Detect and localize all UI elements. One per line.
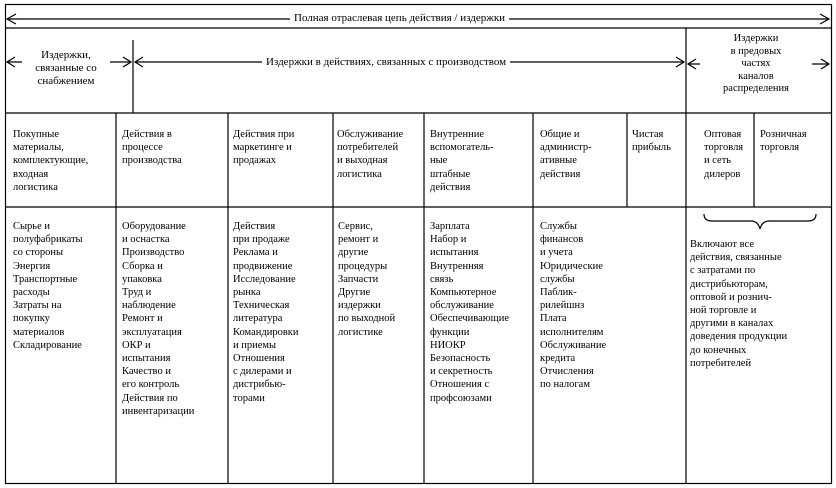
detail-line: по налогам	[540, 379, 590, 391]
detail-line: профсоюзами	[430, 392, 492, 404]
detail-line: Качество и	[122, 366, 171, 378]
detail-line: материалов	[13, 326, 65, 338]
detail-line: Компьютерное	[430, 287, 497, 299]
detail-line: Обслуживание	[540, 339, 607, 351]
detail-line: Энергия	[13, 260, 51, 272]
detail-line: торами	[233, 392, 265, 404]
detail-line: Складирование	[13, 339, 82, 351]
detail-line: Производство	[122, 247, 185, 259]
detail-line: Сырье и	[13, 221, 51, 232]
detail-line: Командировки	[233, 326, 299, 338]
detail-line: финансов	[540, 234, 584, 246]
detail-line: с дилерами и	[233, 366, 292, 378]
detail-line: Набор и	[430, 234, 467, 246]
detail-line: эксплуатация	[122, 326, 182, 338]
detail-line: Реклама и	[233, 247, 278, 259]
detail-line: функции	[430, 326, 470, 338]
detail-line: и оснастка	[122, 234, 170, 246]
detail-line: кредита	[540, 353, 576, 365]
detail-line: инвентаризации	[122, 405, 195, 417]
detail-line: ОКР и	[122, 339, 151, 351]
detail-line: со стороны	[13, 247, 64, 259]
detail-line: Ремонт и	[122, 313, 163, 325]
detail-line: Отношения	[233, 353, 285, 365]
channel-brace	[704, 214, 816, 229]
detail-line: Исследование	[233, 273, 296, 285]
detail-line: и приемы	[233, 339, 277, 351]
detail-line: связь	[430, 273, 454, 285]
column-header-purchase: Покупные материалы, комплектующие, входная логистика	[13, 129, 89, 193]
detail-line: по выходной	[338, 313, 396, 325]
detail-line: другие	[338, 247, 369, 259]
detail-line: Другие	[338, 287, 371, 299]
detail-line: испытания	[430, 247, 479, 259]
detail-line: Безопасность	[430, 353, 491, 365]
details-production	[122, 220, 194, 418]
column-header-service: Обслуживание потребителей и выходная логистика	[337, 129, 404, 180]
details-channel: Включают все действия, связанные с затратами по дистрибьюторам, оптовой и рознич- ной торговле и другими в каналах доведения продукции до конечных потребителей	[690, 239, 788, 369]
detail-line: наблюдение	[122, 300, 176, 312]
column-header-general: Общие и администр- ативные действия	[540, 129, 592, 180]
detail-line: Внутренняя	[430, 260, 484, 272]
detail-line: Службы	[540, 221, 577, 232]
detail-line: рынка	[233, 287, 261, 299]
detail-line: Паблик-	[540, 287, 577, 299]
details-marketing	[233, 220, 299, 405]
detail-line: его контроль	[122, 379, 180, 391]
detail-line: Плата	[540, 313, 567, 325]
detail-line: испытания	[122, 353, 171, 365]
detail-line: Запчасти	[338, 273, 379, 285]
detail-line: Труд и	[122, 287, 152, 299]
detail-line: Затраты на	[13, 300, 62, 312]
production-costs-label: Издержки в действиях, связанных с производством	[262, 56, 510, 69]
detail-line: службы	[540, 273, 575, 285]
detail-line: Обеспечивающие	[430, 313, 509, 325]
detail-line: и секретность	[430, 366, 493, 378]
column-header-marketing: Действия при маркетинге и продажах	[233, 129, 295, 167]
detail-line: Транспортные	[13, 273, 78, 285]
detail-line: логистике	[338, 326, 383, 338]
detail-line: полуфабрикаты	[13, 234, 83, 246]
column-header-internal: Внутренние вспомогатель- ные штабные действия	[430, 129, 494, 193]
column-header-wholesale: Оптовая торговля и сеть дилеров	[704, 129, 744, 180]
detail-line: Сборка и	[122, 260, 163, 272]
details-general	[540, 220, 606, 392]
column-header-production: Действия в процессе производства	[122, 129, 182, 167]
details-internal	[430, 220, 509, 405]
supply-costs-label: Издержки, связанные со снабжением	[22, 49, 110, 88]
top-title: Полная отраслевая цепь действия / издержки	[290, 12, 509, 25]
detail-line: упаковка	[122, 273, 162, 285]
detail-line: дистрибью-	[233, 379, 286, 391]
detail-line: Сервис,	[338, 221, 373, 232]
column-header-retail: Розничная торговля	[760, 129, 807, 154]
detail-line: и учета	[540, 247, 573, 259]
detail-line: Зарплата	[430, 221, 470, 232]
detail-line: Техническая	[233, 300, 290, 312]
detail-line: Действия	[233, 221, 276, 232]
detail-line: Оборудование	[122, 221, 186, 232]
detail-line: ремонт и	[338, 234, 379, 246]
channel-costs-label: Издержки в предовых частях каналов распределения	[700, 33, 812, 96]
detail-line: рилейшнз	[540, 300, 585, 312]
detail-line: покупку	[13, 313, 50, 325]
detail-line: издержки	[338, 300, 381, 312]
detail-line: литература	[233, 313, 283, 325]
column-header-profit: Чистая прибыль	[632, 129, 671, 154]
detail-line: НИОКР	[430, 339, 466, 351]
detail-line: обслуживание	[430, 300, 494, 312]
details-service	[338, 220, 395, 339]
detail-line: Отношения с	[430, 379, 490, 391]
details-purchase	[13, 220, 83, 352]
detail-line: исполнителям	[540, 326, 604, 338]
detail-line: продвижение	[233, 260, 293, 272]
detail-line: Юридические	[540, 260, 603, 272]
detail-line: расходы	[13, 287, 50, 299]
detail-line: процедуры	[338, 260, 388, 272]
detail-line: при продаже	[233, 234, 290, 246]
detail-line: Отчисления	[540, 366, 594, 378]
detail-line: Действия по	[122, 392, 178, 404]
